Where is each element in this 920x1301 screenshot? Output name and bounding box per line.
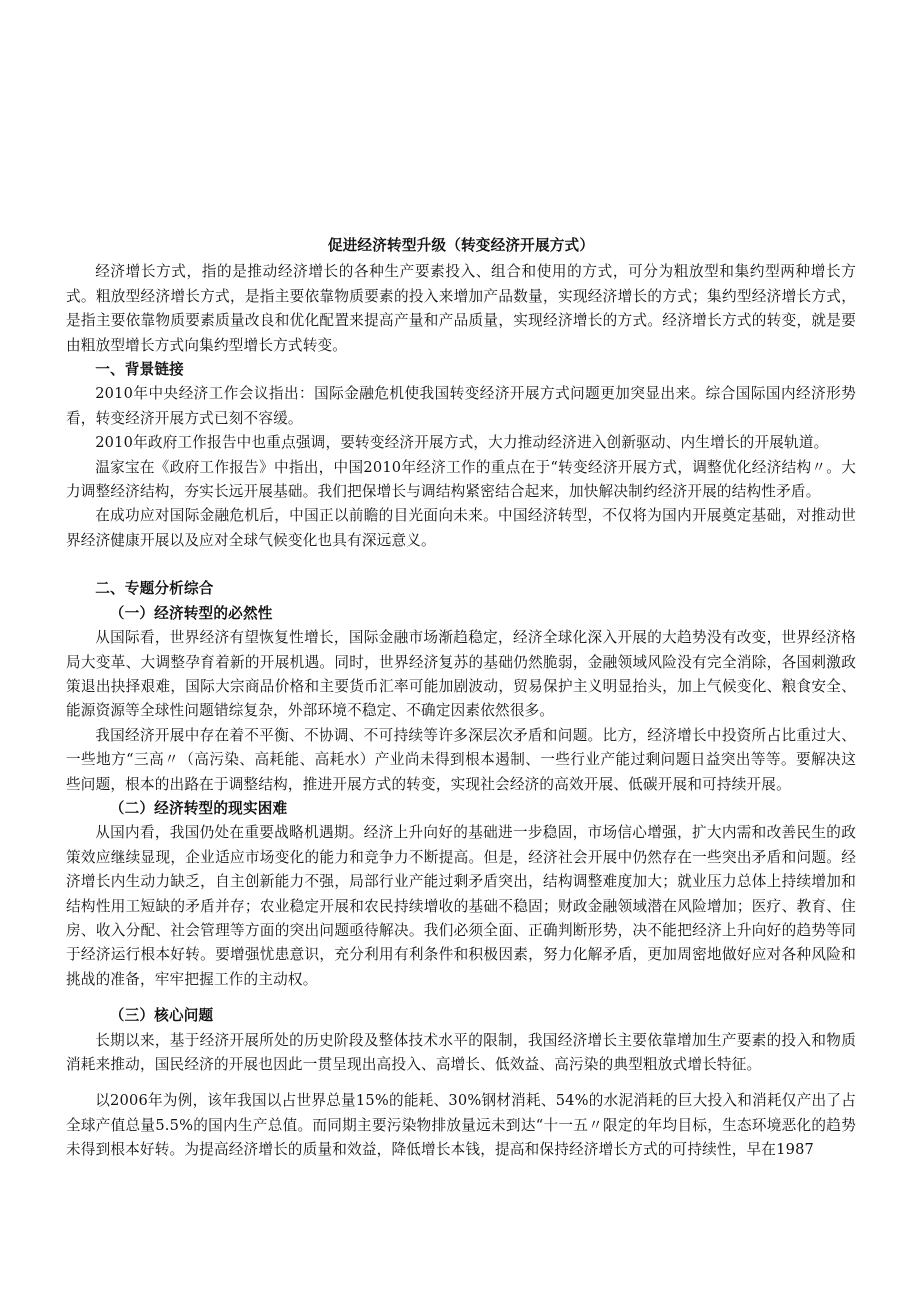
intro-paragraph: 经济增长方式，指的是推动经济增长的各种生产要素投入、组合和使用的方式，可分为粗放型和集约型两种增长方式。粗放型经济增长方式，是指主要依靠物质要素的投入来增加产品数量，实现经济增长的方式；集约型经济增长方式，是指主要依靠物质要素质量改良和优化配置来提高产量和产品质量，实现经济增长的方式。经济增长方式的转变，就是要由粗放型增长方式向集约型增长方式转变。	[66, 263, 856, 354]
spacer	[66, 1077, 856, 1089]
document-body	[66, 234, 856, 1163]
document-title: 促进经济转型升级（转变经济开展方式）	[327, 237, 595, 254]
necessity-paragraph-2: 我国经济开展中存在着不平衡、不协调、不可持续等许多深层次矛盾和问题。比方，经济增长中投资所占比重过大、一些地方“三高〃（高污染、高耗能、高耗水）产业尚未得到根本遏制、一些行业产能过剩问题日益突出等等。要解决这些问题，根本的出路在于调整结构，推进开展方式的转变，实现社会经济的高效开展、低碳开展和可持续开展。	[66, 726, 856, 793]
subsection-heading-necessity: （一）经济转型的必然性	[109, 604, 273, 622]
subsection-heading-difficulties: （二）经济转型的现实困难	[109, 799, 288, 817]
core-issue-paragraph-2: 以2006年为例，该年我国以占世界总量15%的能耗、30%钢材消耗、54%的水泥消耗的巨大投入和消耗仅产出了占全球产值总量5.5%的国内生产总值。而同期主要污染物排放量远未到达“十一五〃限定的年均目标，生态环境恶化的趋势未得到根本好转。为提高经济增长的质量和效益，降低增长本钱，提高和保持经济增长方式的可持续性，早在1987	[66, 1092, 856, 1159]
section-heading-analysis: 二、专题分析综合	[95, 580, 214, 598]
spacer	[66, 992, 856, 1004]
section-heading-background: 一、背景链接	[95, 361, 184, 379]
background-paragraph-2: 2010年政府工作报告中也重点强调，要转变经济开展方式，大力推动经济进入创新驱动、内生增长的开展轨道。	[95, 434, 829, 452]
necessity-paragraph-1: 从国际看，世界经济有望恢复性增长，国际金融市场渐趋稳定，经济全球化深入开展的大趋势没有改变，世界经济格局大变革、大调整孕育着新的开展机遇。同时，世界经济复苏的基础仍然脆弱，金融领域风险没有完全消除，各国刺激政策退出抉择艰难，国际大宗商品价格和主要货币汇率可能加剧波动，贸易保护主义明显抬头，加上气候变化、粮食安全、能源资源等全球性问题错综复杂，外部环境不稳定、不确定因素依然很多。	[66, 629, 856, 720]
background-paragraph-3: 温家宝在《政府工作报告》中指出，中国2010年经济工作的重点在于“转变经济开展方式，调整优化经济结构〃。大力调整经济结构，夯实长远开展基础。我们把保增长与调结构紧密结合起来，加快解决制约经济开展的结构性矛盾。	[66, 458, 856, 501]
subsection-heading-core-issue: （三）核心问题	[109, 1007, 214, 1025]
core-issue-paragraph-1: 长期以来，基于经济开展所处的历史阶段及整体技术水平的限制，我国经济增长主要依靠增加生产要素的投入和物质消耗来推动，国民经济的开展也因此一贯呈现出高投入、高增长、低效益、高污染的典型粗放式增长特征。	[66, 1031, 856, 1073]
background-paragraph-1: 2010年中央经济工作会议指出：国际金融危机使我国转变经济开展方式问题更加突显出来。综合国际国内经济形势看，转变经济开展方式已刻不容缓。	[66, 385, 856, 427]
difficulties-paragraph-1: 从国内看，我国仍处在重要战略机遇期。经济上升向好的基础进一步稳固，市场信心增强，扩大内需和改善民生的政策效应继续显现，企业适应市场变化的能力和竞争力不断提高。但是，经济社会开展中仍然存在一些突出矛盾和问题。经济增长内生动力缺乏，自主创新能力不强，局部行业产能过剩矛盾突出，结构调整难度加大；就业压力总体上持续增加和结构性用工短缺的矛盾并存；农业稳定开展和农民持续增收的基础不稳固；财政金融领域潜在风险增加；医疗、教育、住房、收入分配、社会管理等方面的突出问题亟待解决。我们必须全面、正确判断形势，决不能把经济上升向好的趋势等同于经济运行根本好转。要增强忧患意识，充分利用有利条件和积极因素，努力化解矛盾，更加周密地做好应对各种风险和挑战的准备，牢牢把握工作的主动权。	[66, 824, 856, 988]
background-paragraph-4: 在成功应对国际金融危机后，中国正以前瞻的目光面向未来。中国经济转型，不仅将为国内开展奠定基础，对推动世界经济健康开展以及应对全球气候变化也具有深远意义。	[66, 507, 856, 549]
spacer	[66, 553, 856, 577]
